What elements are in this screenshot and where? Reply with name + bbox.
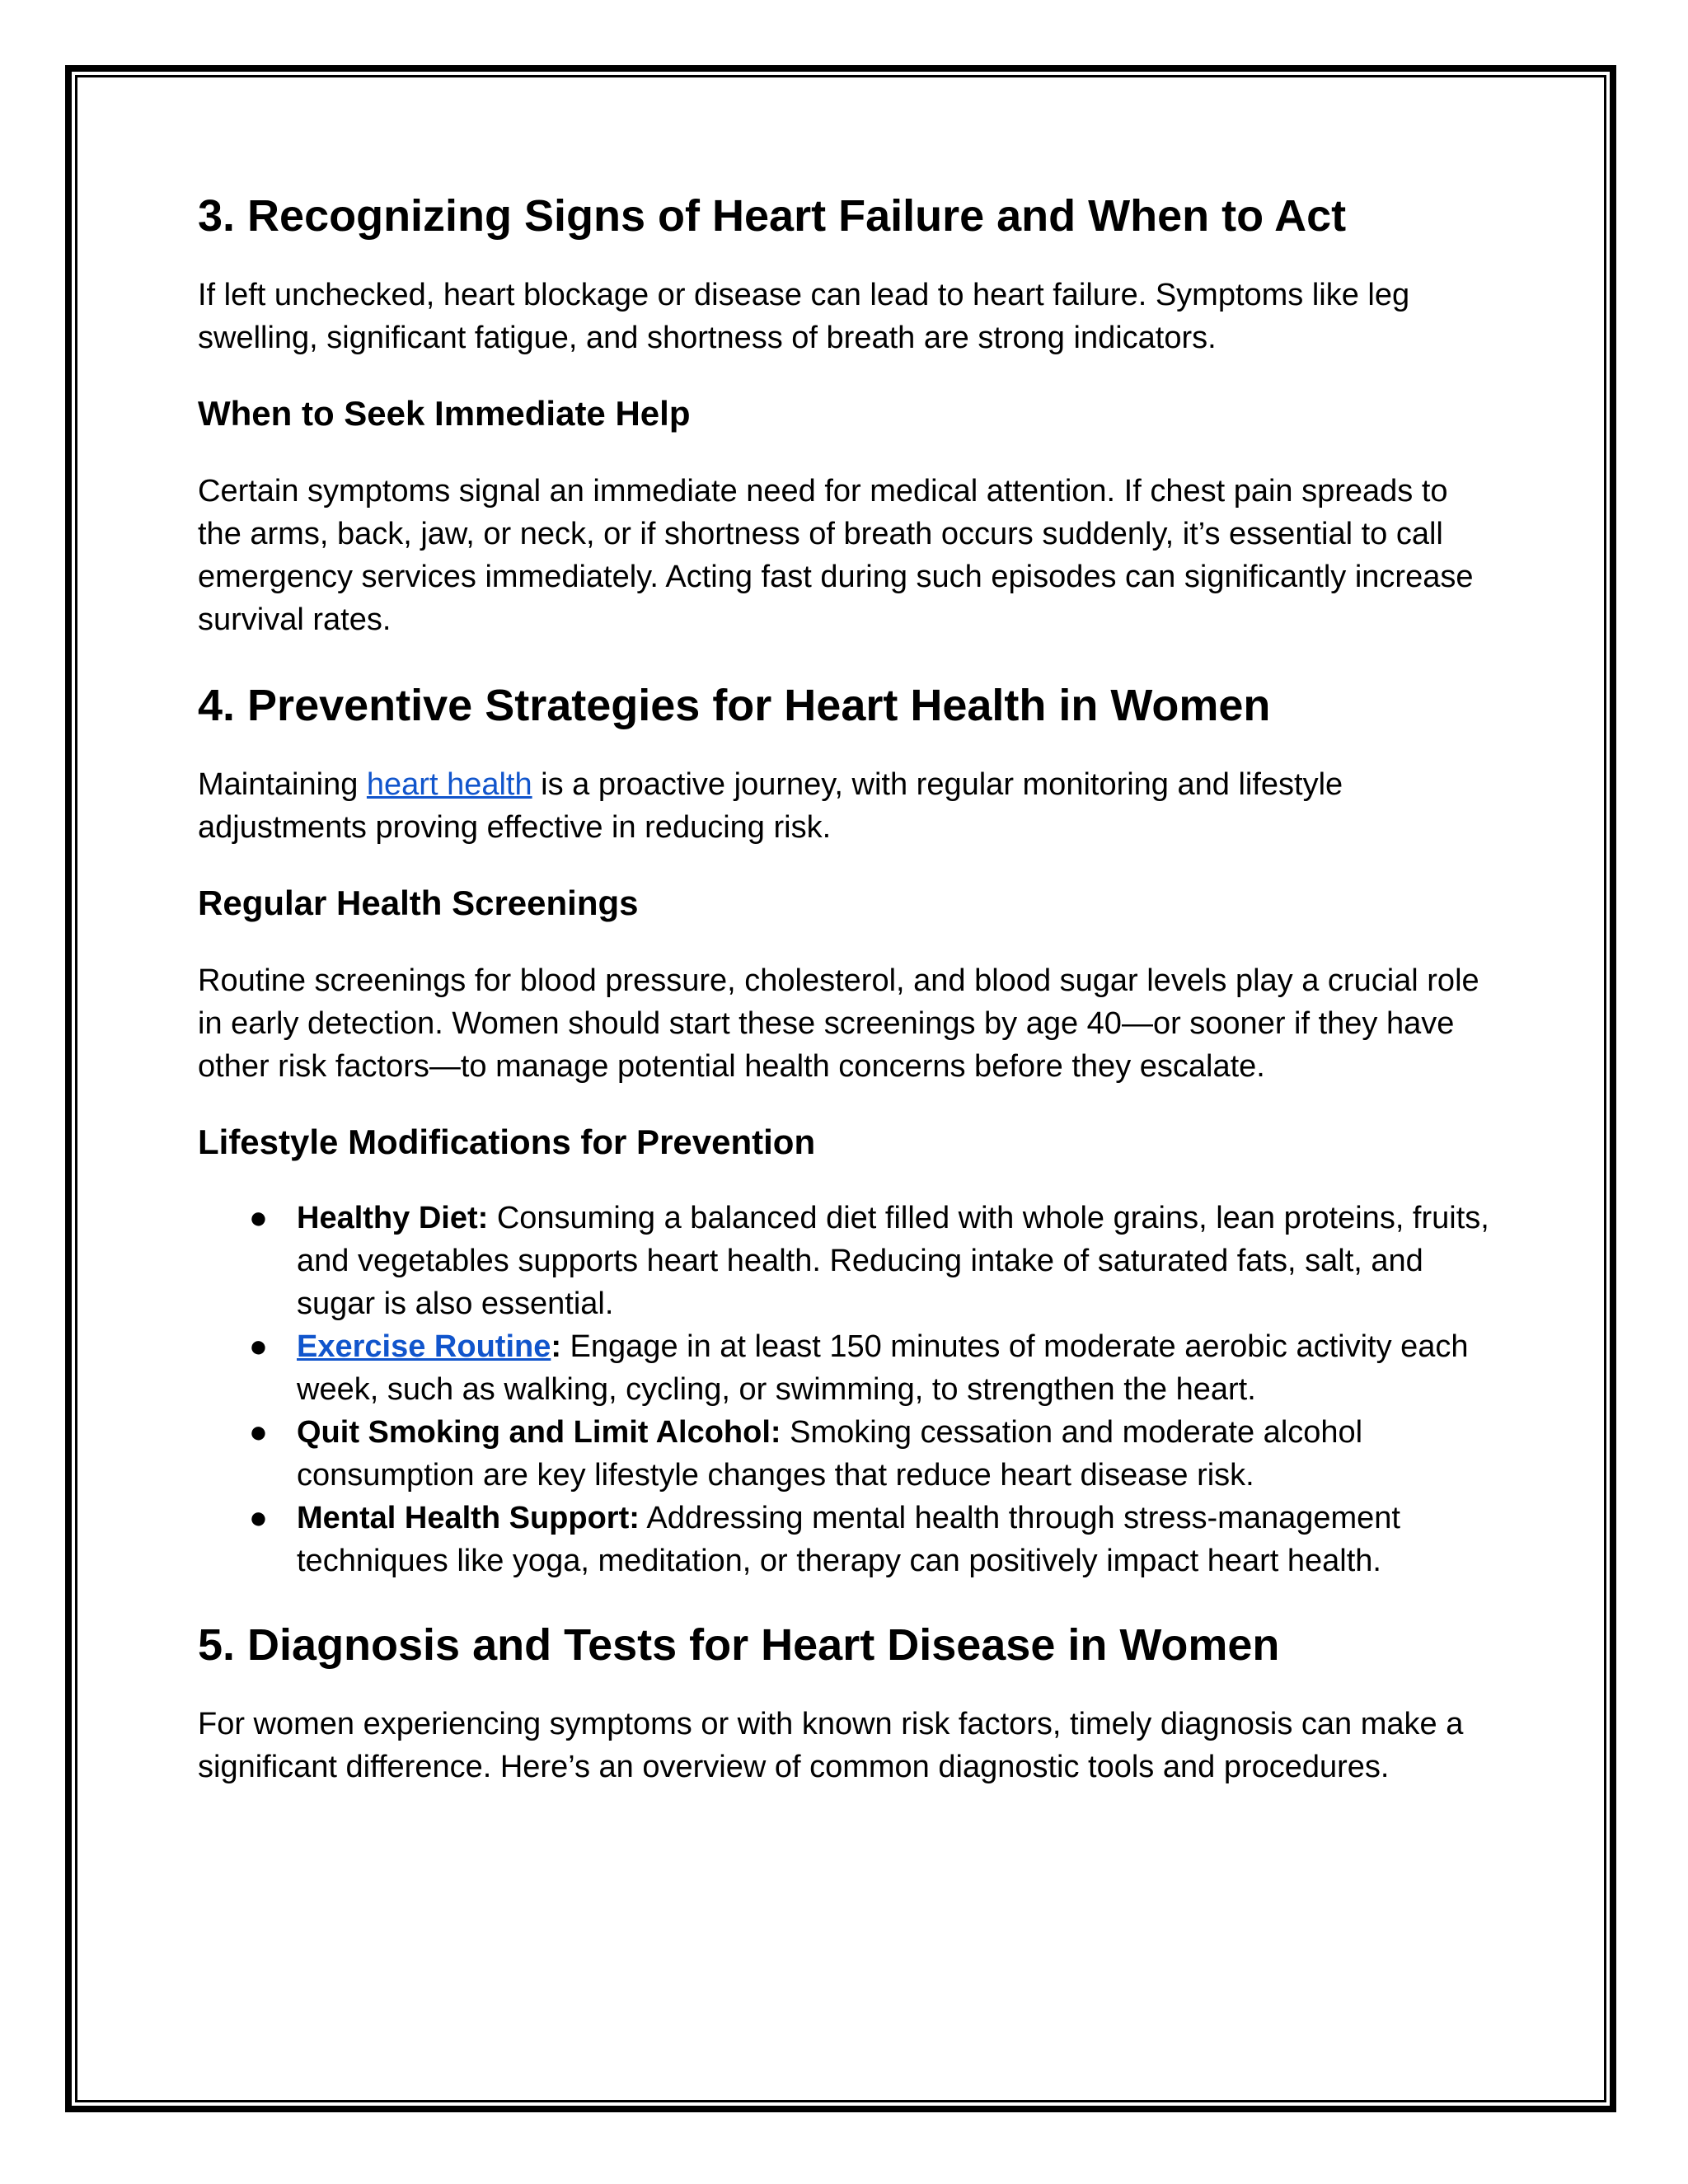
bullet-icon: ● [249, 1329, 268, 1364]
list-item-title: Quit Smoking and Limit Alcohol: [297, 1415, 781, 1450]
bullet-icon: ● [249, 1415, 268, 1450]
section-5-intro: For women experiencing symptoms or with known risk factors, timely diagnosis can make a significant difference. Here’s an overview of common diagnostic tools and procedures. [198, 1707, 1464, 1784]
seek-help-body: Certain symptoms signal an immediate need for medical attention. If chest pain spreads to the arms, back, jaw, or neck, or if shortness of breath occurs suddenly, it’s essential to call emergency services immediately. Acting fast during such episodes can significantly increase survival rates. [198, 474, 1474, 637]
section-3-heading: 3. Recognizing Signs of Heart Failure and When to Act [198, 191, 1347, 241]
list-item-title: Mental Health Support: [297, 1501, 640, 1535]
screenings-body: Routine screenings for blood pressure, cholesterol, and blood sugar levels play a crucial role in early detection. Women should start these screenings by age 40—or sooner if they have other risk factors—to manage potential health concerns before they escalate. [198, 963, 1479, 1084]
list-item [198, 1197, 1492, 1325]
exercise-routine-link[interactable]: Exercise Routine [297, 1329, 551, 1364]
list-item-colon: : [551, 1329, 561, 1364]
list-item-text: Addressing mental health through stress-management techniques like yoga, meditation, or therapy can positively impact heart health. [297, 1501, 1400, 1578]
list-item-text: Engage in at least 150 minutes of moderate aerobic activity each week, such as walking, cycling, or swimming, to strengthen the heart. [297, 1329, 1469, 1407]
section-4-intro [198, 763, 1492, 849]
section-4-heading: 4. Preventive Strategies for Heart Health in Women [198, 681, 1271, 730]
section-4-intro-before: Maintaining [198, 767, 367, 802]
bullet-icon: ● [249, 1201, 268, 1235]
heart-health-link[interactable]: heart health [366, 767, 532, 802]
screenings-heading: Regular Health Screenings [198, 883, 639, 922]
list-item-title: Healthy Diet: [297, 1201, 489, 1235]
section-5-heading: 5. Diagnosis and Tests for Heart Disease in Women [198, 1620, 1280, 1670]
document-content [198, 190, 1492, 1788]
section-3-intro: If left unchecked, heart blockage or disease can lead to heart failure. Symptoms like leg swelling, significant fatigue, and shortness of breath are strong indicators. [198, 278, 1410, 355]
list-item [198, 1411, 1492, 1497]
lifestyle-list [198, 1197, 1492, 1582]
list-item-text: Smoking cessation and moderate alcohol consumption are key lifestyle changes that reduce heart disease risk. [297, 1415, 1363, 1493]
list-item [198, 1497, 1492, 1582]
section-4-intro-after: is a proactive journey, with regular monitoring and lifestyle adjustments proving effective in reducing risk. [198, 767, 1343, 845]
seek-help-heading: When to Seek Immediate Help [198, 394, 691, 433]
list-item-text: Consuming a balanced diet filled with whole grains, lean proteins, fruits, and vegetables supports heart health. Reducing intake of saturated fats, salt, and sugar is also essential. [297, 1201, 1489, 1321]
lifestyle-heading: Lifestyle Modifications for Prevention [198, 1122, 816, 1161]
list-item [198, 1325, 1492, 1411]
bullet-icon: ● [249, 1501, 268, 1535]
